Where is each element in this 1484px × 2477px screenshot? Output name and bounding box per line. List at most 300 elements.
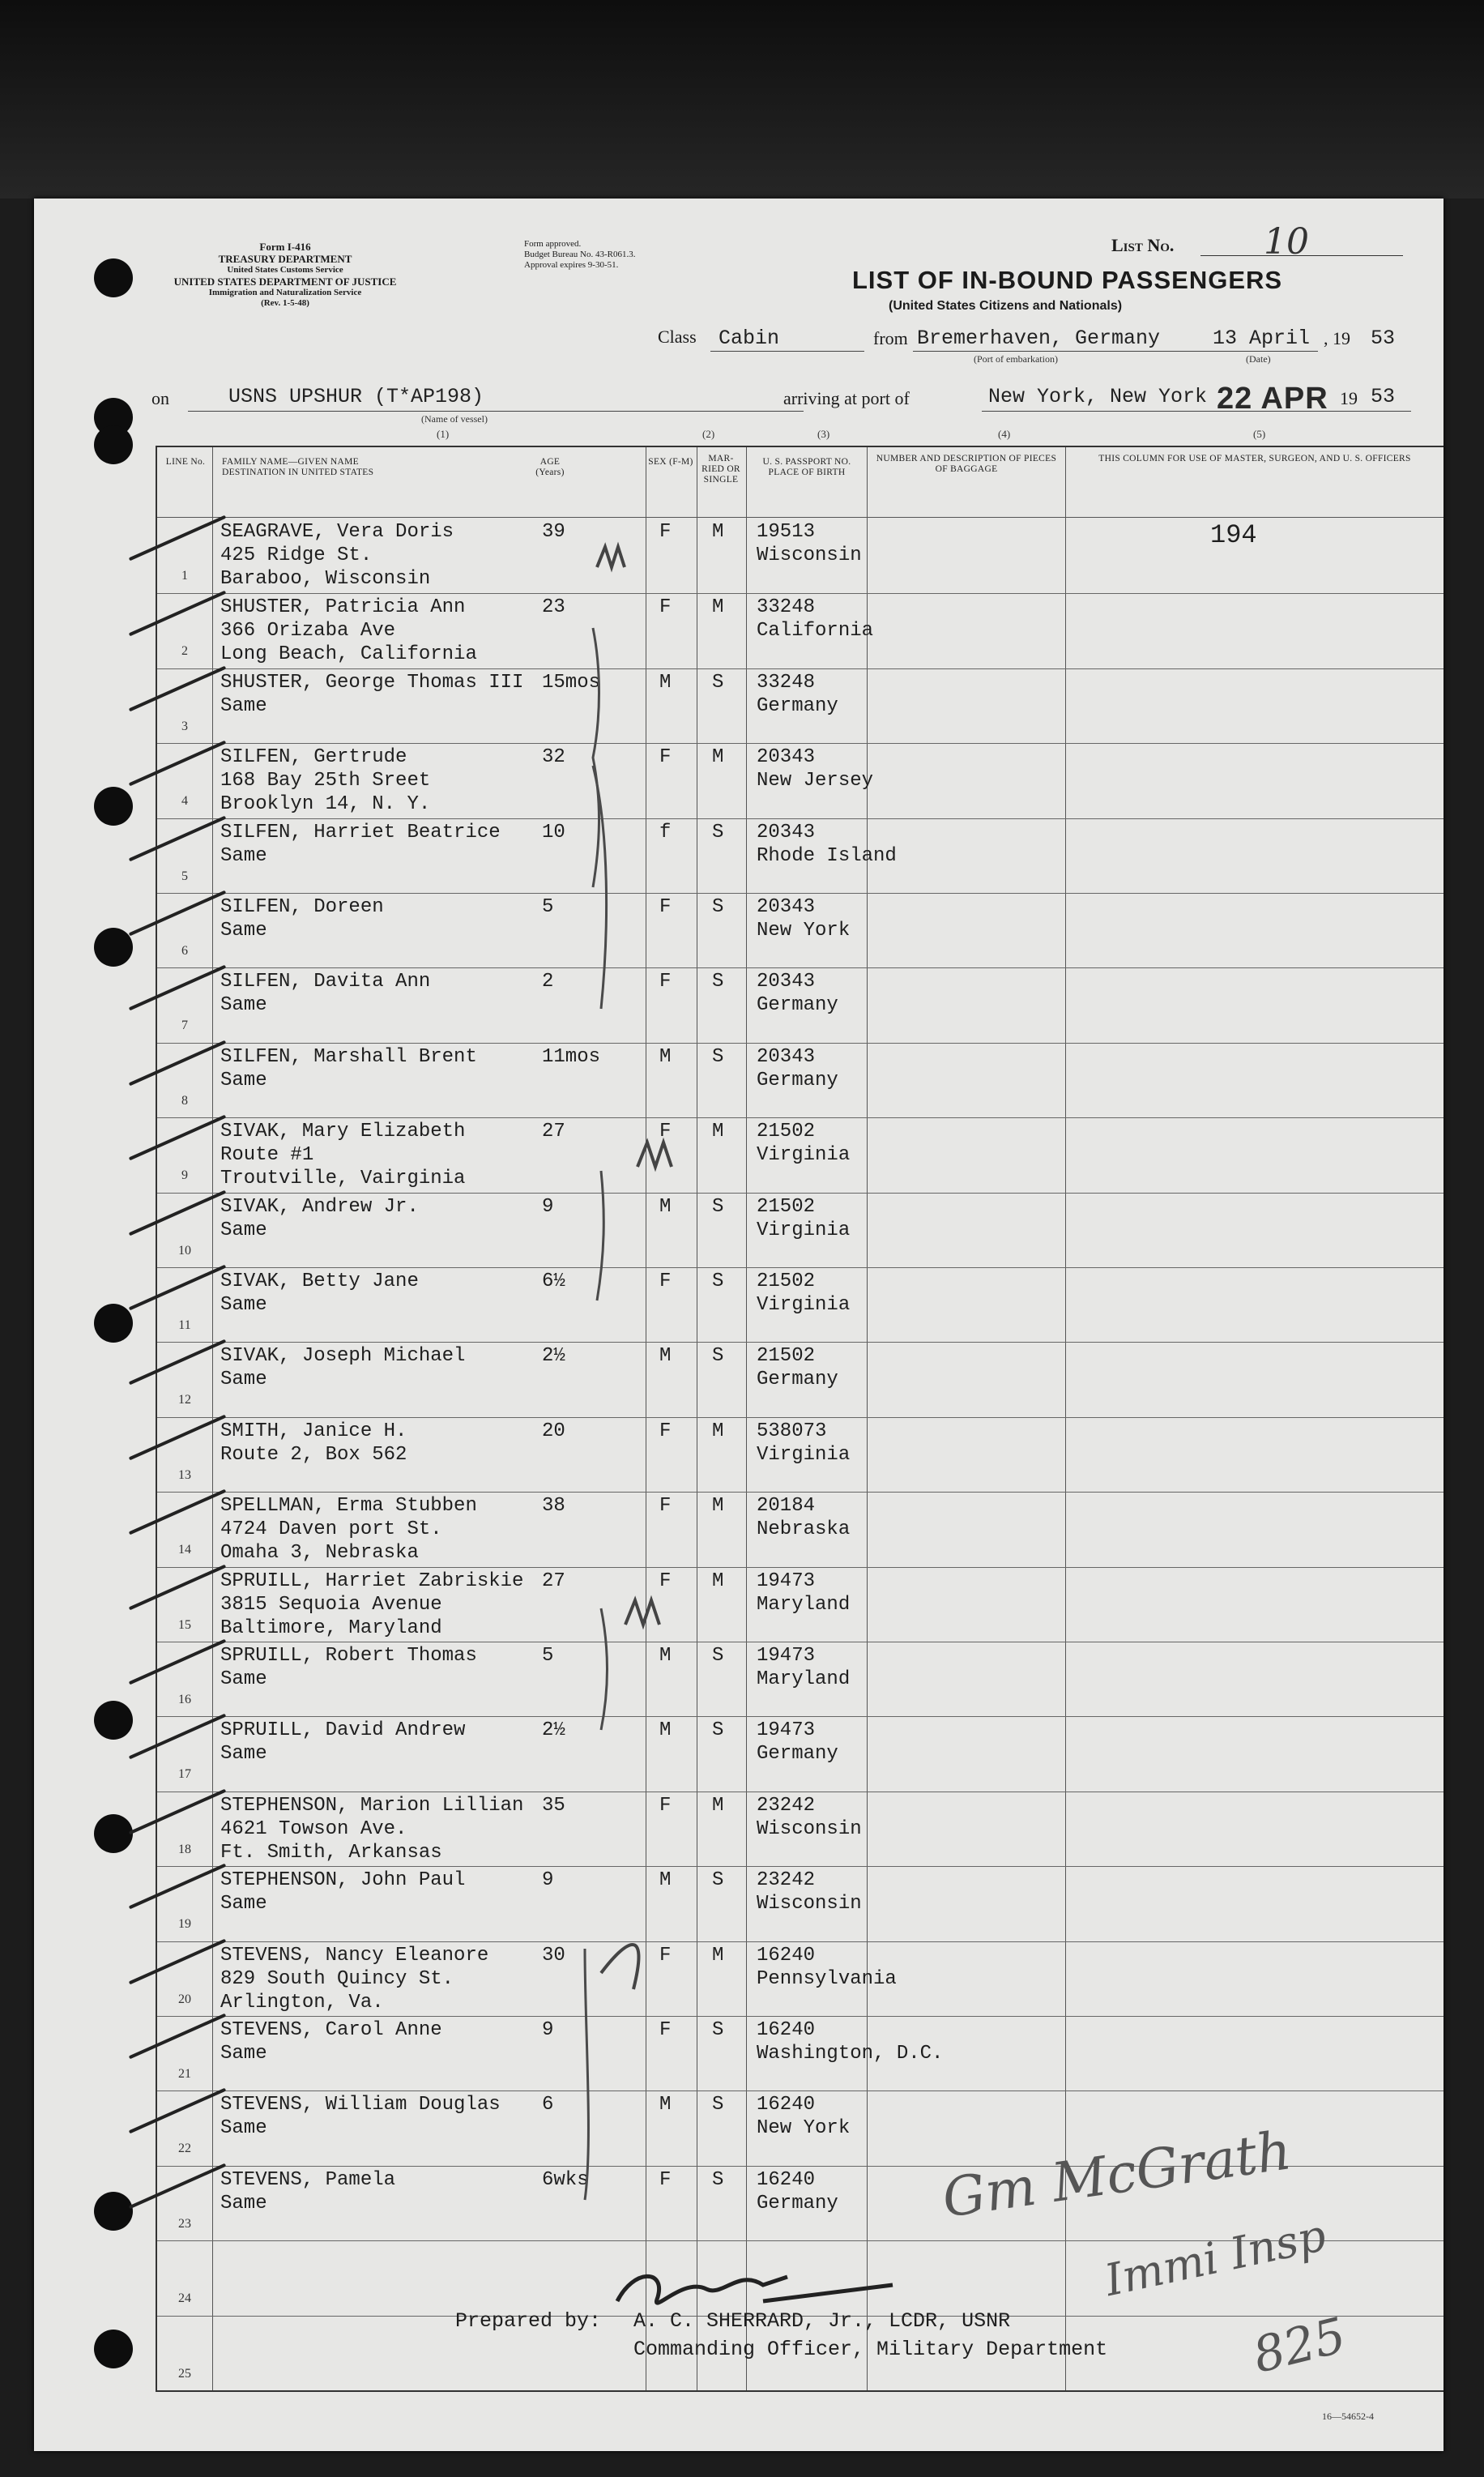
arrival-port: New York, New York	[988, 385, 1208, 408]
table-row	[157, 1342, 1443, 1417]
col-head-name: FAMILY NAME—GIVEN NAME DESTINATION IN UNITED STATES	[222, 457, 374, 477]
address-line-1: Same	[220, 2117, 267, 2140]
line-number: 12	[178, 1393, 191, 1407]
age-value: 11mos	[542, 1045, 601, 1068]
place-of-birth: Germany	[757, 994, 838, 1017]
passenger-name: STEVENS, Nancy Eleanore	[220, 1944, 489, 1967]
prepared-by-label: Prepared by:	[455, 2309, 602, 2333]
passport-number: 19473	[757, 1719, 816, 1742]
age-value: 5	[542, 896, 554, 918]
age-value: 20	[542, 1420, 565, 1442]
table-row	[157, 1567, 1443, 1642]
passenger-name: SIVAK, Andrew Jr.	[220, 1195, 419, 1218]
marital-status: S	[712, 1869, 724, 1892]
place-of-birth: Germany	[757, 694, 838, 717]
col-number-4: (4)	[998, 428, 1011, 440]
address-line-1: Same	[220, 1369, 267, 1391]
marital-status: M	[712, 596, 724, 619]
checkmark-icon	[129, 1938, 226, 1984]
passenger-name: SEAGRAVE, Vera Doris	[220, 521, 454, 543]
document-page	[34, 199, 1443, 2451]
passenger-name: SPRUILL, David Andrew	[220, 1719, 466, 1742]
passenger-name: STEPHENSON, John Paul	[220, 1869, 466, 1892]
approval-line: Budget Bureau No. 43-R061.3.	[524, 250, 636, 259]
passenger-name: SILFEN, Gertrude	[220, 746, 407, 769]
arrival-underline	[982, 411, 1411, 412]
age-value: 6½	[542, 1271, 565, 1292]
sex-value: M	[659, 1719, 672, 1742]
place-of-birth: Germany	[757, 1369, 838, 1391]
sex-value: F	[659, 971, 672, 993]
line-number: 4	[181, 794, 188, 809]
marital-status: S	[712, 1645, 724, 1667]
address-line-1: Same	[220, 1743, 267, 1766]
approval-line: Approval expires 9-30-51.	[524, 260, 619, 270]
passport-number: 20184	[757, 1495, 816, 1518]
depart-date: 13 April	[1213, 327, 1311, 350]
approval-line: Form approved.	[524, 239, 582, 249]
marital-status: M	[712, 1569, 724, 1592]
address-line-1: 168 Bay 25th Sreet	[220, 770, 431, 792]
passenger-name: STEVENS, Carol Anne	[220, 2019, 442, 2041]
marital-status: M	[712, 1944, 724, 1967]
marital-status: M	[712, 1794, 724, 1817]
sex-value: F	[659, 2168, 672, 2191]
footer-form-number: 16—54652-4	[1322, 2411, 1374, 2422]
passenger-name: SIVAK, Joseph Michael	[220, 1345, 466, 1368]
table-row	[157, 593, 1443, 668]
address-line-1: Route #1	[220, 1144, 314, 1167]
line-number: 2	[181, 644, 188, 659]
depart-year: 53	[1371, 327, 1396, 350]
address-line-1: Same	[220, 694, 267, 717]
table-row	[157, 1492, 1443, 1567]
checkmark-icon	[129, 1789, 226, 1835]
passport-number: 16240	[757, 2168, 816, 2191]
address-line-1: Route 2, Box 562	[220, 1443, 407, 1466]
place-of-birth: Virginia	[757, 1443, 851, 1466]
place-of-birth: Germany	[757, 1743, 838, 1766]
passport-number: 23242	[757, 1869, 816, 1892]
col-head-passport: U. S. PASSPORT NO. PLACE OF BIRTH	[762, 457, 851, 477]
sex-value: f	[659, 821, 672, 843]
passport-number: 19513	[757, 521, 816, 543]
marital-status: S	[712, 2168, 724, 2191]
table-row	[157, 1043, 1443, 1118]
punch-hole	[94, 787, 133, 826]
place-of-birth: Pennsylvania	[757, 1967, 897, 1990]
passport-number: 21502	[757, 1195, 816, 1218]
from-underline	[913, 351, 1318, 352]
address-line-2: Omaha 3, Nebraska	[220, 1542, 419, 1565]
punch-hole	[94, 258, 133, 297]
punch-hole	[94, 2192, 133, 2231]
line-number: 3	[181, 719, 188, 733]
place-of-birth: California	[757, 620, 874, 643]
place-of-birth: Virginia	[757, 1144, 851, 1167]
sex-value: F	[659, 1495, 672, 1518]
table-row	[157, 743, 1443, 818]
marital-status: S	[712, 1271, 724, 1292]
marital-status: S	[712, 1719, 724, 1742]
place-of-birth: Virginia	[757, 1219, 851, 1241]
from-label: from	[873, 328, 908, 348]
address-line-1: Same	[220, 994, 267, 1017]
punch-hole	[94, 2330, 133, 2368]
passport-number: 538073	[757, 1420, 827, 1442]
checkmark-icon	[129, 1564, 226, 1610]
passenger-name: SPELLMAN, Erma Stubben	[220, 1495, 477, 1518]
treasury-dept: TREASURY DEPARTMENT	[218, 253, 352, 265]
sex-value: M	[659, 671, 672, 694]
marital-status: S	[712, 2019, 724, 2041]
age-value: 10	[542, 821, 565, 843]
line-number: 20	[178, 1992, 191, 2006]
passport-number: 21502	[757, 1271, 816, 1292]
marital-status: M	[712, 521, 724, 543]
address-line-1: 4724 Daven port St.	[220, 1518, 442, 1541]
arriving-label: arriving at port of	[783, 388, 910, 408]
passenger-name: SPRUILL, Harriet Zabriskie	[220, 1569, 524, 1592]
passport-number: 20343	[757, 896, 816, 918]
marital-status: S	[712, 821, 724, 843]
list-no-value: 10	[1264, 221, 1309, 263]
checkmark-icon	[129, 1339, 226, 1386]
address-line-2: Troutville, Vairginia	[220, 1168, 466, 1190]
age-value: 38	[542, 1495, 565, 1518]
marital-status: M	[712, 1420, 724, 1442]
passenger-name: SMITH, Janice H.	[220, 1420, 407, 1442]
prepared-by-name: A. C. SHERRARD, Jr., LCDR, USNR	[633, 2309, 1011, 2333]
table-row	[157, 1866, 1443, 1941]
place-of-birth: New York	[757, 2117, 851, 2140]
table-row	[157, 967, 1443, 1043]
place-of-birth: New York	[757, 920, 851, 942]
passport-number: 20343	[757, 971, 816, 993]
line-number: 11	[178, 1318, 191, 1332]
inspector-number: 825	[1247, 2307, 1352, 2385]
checkmark-icon	[129, 1864, 226, 1910]
line-number: 16	[178, 1693, 191, 1706]
col-head-officers: THIS COLUMN FOR USE OF MASTER, SURGEON, AND U. S. OFFICERS	[1098, 454, 1411, 463]
address-line-2: Arlington, Va.	[220, 1991, 384, 2014]
col-number-2: (2)	[702, 428, 715, 440]
address-line-1: Same	[220, 1219, 267, 1241]
form-agency-block	[151, 241, 419, 309]
col-number-5: (5)	[1253, 428, 1266, 440]
passenger-table	[156, 446, 1443, 2392]
marital-status: S	[712, 896, 724, 918]
table-row	[157, 1792, 1443, 1867]
address-line-2: Ft. Smith, Arkansas	[220, 1841, 442, 1864]
date-caption: (Date)	[1246, 353, 1271, 365]
age-value: 6wks	[542, 2168, 589, 2191]
address-line-1: 3815 Sequoia Avenue	[220, 1593, 442, 1616]
passenger-name: SIVAK, Mary Elizabeth	[220, 1121, 466, 1143]
table-row	[157, 1193, 1443, 1268]
sex-value: F	[659, 896, 672, 918]
line-number: 18	[178, 1842, 191, 1856]
col-head-married: MAR- RIED OR SINGLE	[701, 454, 740, 485]
page-subtitle: (United States Citizens and Nationals)	[889, 299, 1123, 313]
place-of-birth: Maryland	[757, 1668, 851, 1690]
marital-status: S	[712, 1195, 724, 1218]
sex-value: M	[659, 1345, 672, 1368]
address-line-1: Same	[220, 1893, 267, 1915]
arrival-stamp: 22 APR	[1217, 382, 1328, 416]
table-row	[157, 1117, 1443, 1193]
address-line-2: Baraboo, Wisconsin	[220, 568, 431, 590]
checkmark-icon	[129, 815, 226, 861]
address-line-2: Baltimore, Maryland	[220, 1616, 442, 1639]
address-line-1: 4621 Towson Ave.	[220, 1817, 407, 1840]
form-revision: (Rev. 1-5-48)	[261, 298, 309, 308]
inspector-note: Immi Insp	[1100, 2209, 1331, 2307]
age-value: 9	[542, 1869, 554, 1892]
checkmark-icon	[129, 2088, 226, 2134]
address-line-2: Brooklyn 14, N. Y.	[220, 793, 431, 816]
on-label: on	[151, 388, 169, 408]
age-value: 23	[542, 596, 565, 619]
sex-value: F	[659, 1420, 672, 1442]
marital-status: M	[712, 1495, 724, 1518]
address-line-1: 425 Ridge St.	[220, 545, 373, 566]
sex-value: M	[659, 1195, 672, 1218]
vessel-name: USNS UPSHUR (T*AP198)	[228, 385, 484, 408]
col-number-3: (3)	[817, 428, 830, 440]
checkmark-icon	[129, 1115, 226, 1161]
passport-number: 33248	[757, 671, 816, 694]
sex-value: F	[659, 1569, 672, 1592]
sex-value: M	[659, 1645, 672, 1667]
page-title: LIST OF IN-BOUND PASSENGERS	[852, 266, 1283, 294]
embark-port: Bremerhaven, Germany	[917, 327, 1161, 350]
address-line-1: Same	[220, 844, 267, 867]
passport-number: 20343	[757, 821, 816, 843]
address-line-1: Same	[220, 920, 267, 942]
age-value: 39	[542, 521, 565, 543]
sex-value: F	[659, 596, 672, 619]
checkmark-icon	[129, 1040, 226, 1087]
sex-value: F	[659, 2019, 672, 2041]
sex-value: F	[659, 1121, 672, 1143]
header-divider	[157, 517, 1443, 518]
address-line-1: Same	[220, 1069, 267, 1091]
checkmark-icon	[129, 890, 226, 937]
passenger-name: SIVAK, Betty Jane	[220, 1271, 419, 1292]
address-line-1: Same	[220, 1668, 267, 1690]
age-value: 27	[542, 1569, 565, 1592]
prepared-by-title: Commanding Officer, Military Department	[633, 2338, 1108, 2361]
table-row	[157, 1267, 1443, 1343]
line-number: 21	[178, 2067, 191, 2081]
customs-service: United States Customs Service	[227, 265, 343, 275]
officer-note: 194	[1210, 520, 1257, 550]
sex-value: M	[659, 1045, 672, 1068]
table-row	[157, 1716, 1443, 1792]
address-line-1: 366 Orizaba Ave	[220, 620, 396, 643]
col-head-sex: SEX (F-M)	[648, 457, 693, 467]
age-value: 5	[542, 1645, 554, 1667]
scan-background	[0, 0, 1484, 199]
place-of-birth: Rhode Island	[757, 844, 897, 867]
sex-value: F	[659, 1944, 672, 1967]
address-line-1: Same	[220, 1294, 267, 1316]
address-line-1: Same	[220, 2043, 267, 2065]
vessel-caption: (Name of vessel)	[421, 413, 488, 425]
sex-value: F	[659, 746, 672, 769]
table-row	[157, 668, 1443, 744]
passport-number: 19473	[757, 1645, 816, 1667]
col-head-age: AGE (Years)	[535, 457, 565, 477]
arrival-year: 53	[1371, 385, 1396, 408]
place-of-birth: Nebraska	[757, 1518, 851, 1541]
place-of-birth: Washington, D.C.	[757, 2043, 944, 2065]
passport-number: 21502	[757, 1121, 816, 1143]
punch-hole	[94, 425, 133, 464]
punch-hole	[94, 1814, 133, 1853]
passport-number: 21502	[757, 1345, 816, 1368]
col-number-1: (1)	[437, 428, 450, 440]
passport-number: 16240	[757, 2094, 816, 2116]
table-row	[157, 519, 1443, 593]
line-number: 9	[181, 1168, 188, 1183]
line-number: 7	[181, 1019, 188, 1033]
passenger-name: SPRUILL, Robert Thomas	[220, 1645, 477, 1667]
checkmark-icon	[129, 1189, 226, 1236]
line-number: 23	[178, 2216, 191, 2231]
checkmark-icon	[129, 741, 226, 787]
punch-hole	[94, 928, 133, 967]
checkmark-icon	[129, 965, 226, 1011]
passenger-name: SHUSTER, Patricia Ann	[220, 596, 466, 619]
passenger-name: SILFEN, Doreen	[220, 896, 384, 918]
class-underline	[710, 351, 864, 352]
line-number: 5	[181, 869, 188, 883]
arrival-year-prefix: 19	[1340, 388, 1358, 408]
class-label: Class	[658, 327, 697, 347]
age-value: 15mos	[542, 671, 601, 694]
place-of-birth: Maryland	[757, 1593, 851, 1616]
justice-dept: UNITED STATES DEPARTMENT OF JUSTICE	[173, 275, 397, 288]
checkmark-icon	[129, 1265, 226, 1311]
age-value: 32	[542, 746, 565, 769]
form-number: Form I-416	[259, 241, 311, 253]
passenger-name: STEVENS, Pamela	[220, 2168, 396, 2191]
passport-number: 16240	[757, 2019, 816, 2041]
col-head-line: LINE No.	[165, 457, 206, 467]
passenger-name: SILFEN, Harriet Beatrice	[220, 821, 501, 843]
place-of-birth: New Jersey	[757, 770, 874, 792]
sex-value: M	[659, 1869, 672, 1892]
class-value: Cabin	[719, 327, 780, 350]
passport-number: 33248	[757, 596, 816, 619]
place-of-birth: Germany	[757, 2192, 838, 2214]
table-row	[157, 818, 1443, 894]
address-line-1: Same	[220, 2192, 267, 2214]
age-value: 6	[542, 2094, 554, 2116]
passport-number: 16240	[757, 1944, 816, 1967]
port-caption: (Port of embarkation)	[974, 353, 1058, 365]
age-value: 2½	[542, 1345, 565, 1368]
passenger-name: STEVENS, William Douglas	[220, 2094, 501, 2116]
marital-status: M	[712, 1121, 724, 1143]
checkmark-icon	[129, 1415, 226, 1461]
age-value: 2	[542, 971, 554, 993]
age-value: 2½	[542, 1719, 565, 1742]
address-line-2: Long Beach, California	[220, 643, 477, 666]
checkmark-icon	[129, 1714, 226, 1760]
checkmark-icon	[129, 666, 226, 712]
passenger-name: STEPHENSON, Marion Lillian	[220, 1794, 524, 1817]
table-row	[157, 2016, 1443, 2091]
marital-status: S	[712, 1045, 724, 1068]
marital-status: S	[712, 971, 724, 993]
line-number: 15	[178, 1617, 191, 1632]
place-of-birth: Wisconsin	[757, 1893, 862, 1915]
table-row	[157, 1417, 1443, 1493]
punch-hole	[94, 1304, 133, 1343]
age-value: 27	[542, 1121, 565, 1143]
line-number: 22	[178, 2142, 191, 2156]
passport-number: 23242	[757, 1794, 816, 1817]
passenger-name: SILFEN, Davita Ann	[220, 971, 431, 993]
approval-block	[524, 239, 635, 271]
table-row	[157, 893, 1443, 968]
sex-value: F	[659, 1794, 672, 1817]
place-of-birth: Wisconsin	[757, 1817, 862, 1840]
checkmark-icon	[129, 1639, 226, 1685]
line-number: 1	[181, 569, 188, 583]
passenger-name: SHUSTER, George Thomas III	[220, 671, 524, 694]
passport-number: 20343	[757, 746, 816, 769]
age-value: 30	[542, 1944, 565, 1967]
ins-service: Immigration and Naturalization Service	[208, 288, 362, 297]
passport-number: 19473	[757, 1569, 816, 1592]
line-number: 24	[178, 2291, 191, 2306]
marital-status: M	[712, 746, 724, 769]
punch-hole	[94, 1701, 133, 1740]
checkmark-icon	[129, 2014, 226, 2060]
officer-signature	[601, 2253, 909, 2325]
table-row	[157, 1941, 1443, 2017]
marital-status: S	[712, 2094, 724, 2116]
sex-value: M	[659, 2094, 672, 2116]
checkmark-icon	[129, 515, 226, 562]
inspector-signature: Gm McGrath	[938, 2119, 1295, 2230]
age-value: 9	[542, 1195, 554, 1218]
vessel-underline	[188, 411, 804, 412]
col-head-baggage: NUMBER AND DESCRIPTION OF PIECES OF BAGGAGE	[876, 454, 1057, 474]
line-number: 19	[178, 1917, 191, 1932]
list-no-label: List No.	[1111, 235, 1175, 255]
line-number: 6	[181, 944, 188, 958]
table-row	[157, 1642, 1443, 1717]
depart-year-prefix: , 19	[1324, 328, 1350, 348]
line-number: 10	[178, 1243, 191, 1258]
checkmark-icon	[129, 2163, 226, 2210]
line-number: 25	[178, 2366, 191, 2381]
sex-value: F	[659, 1271, 672, 1292]
marital-status: S	[712, 671, 724, 694]
sex-value: F	[659, 521, 672, 543]
checkmark-icon	[129, 591, 226, 637]
line-number: 14	[178, 1543, 191, 1557]
marital-status: S	[712, 1345, 724, 1368]
place-of-birth: Wisconsin	[757, 545, 862, 566]
passport-number: 20343	[757, 1045, 816, 1068]
checkmark-icon	[129, 1489, 226, 1535]
